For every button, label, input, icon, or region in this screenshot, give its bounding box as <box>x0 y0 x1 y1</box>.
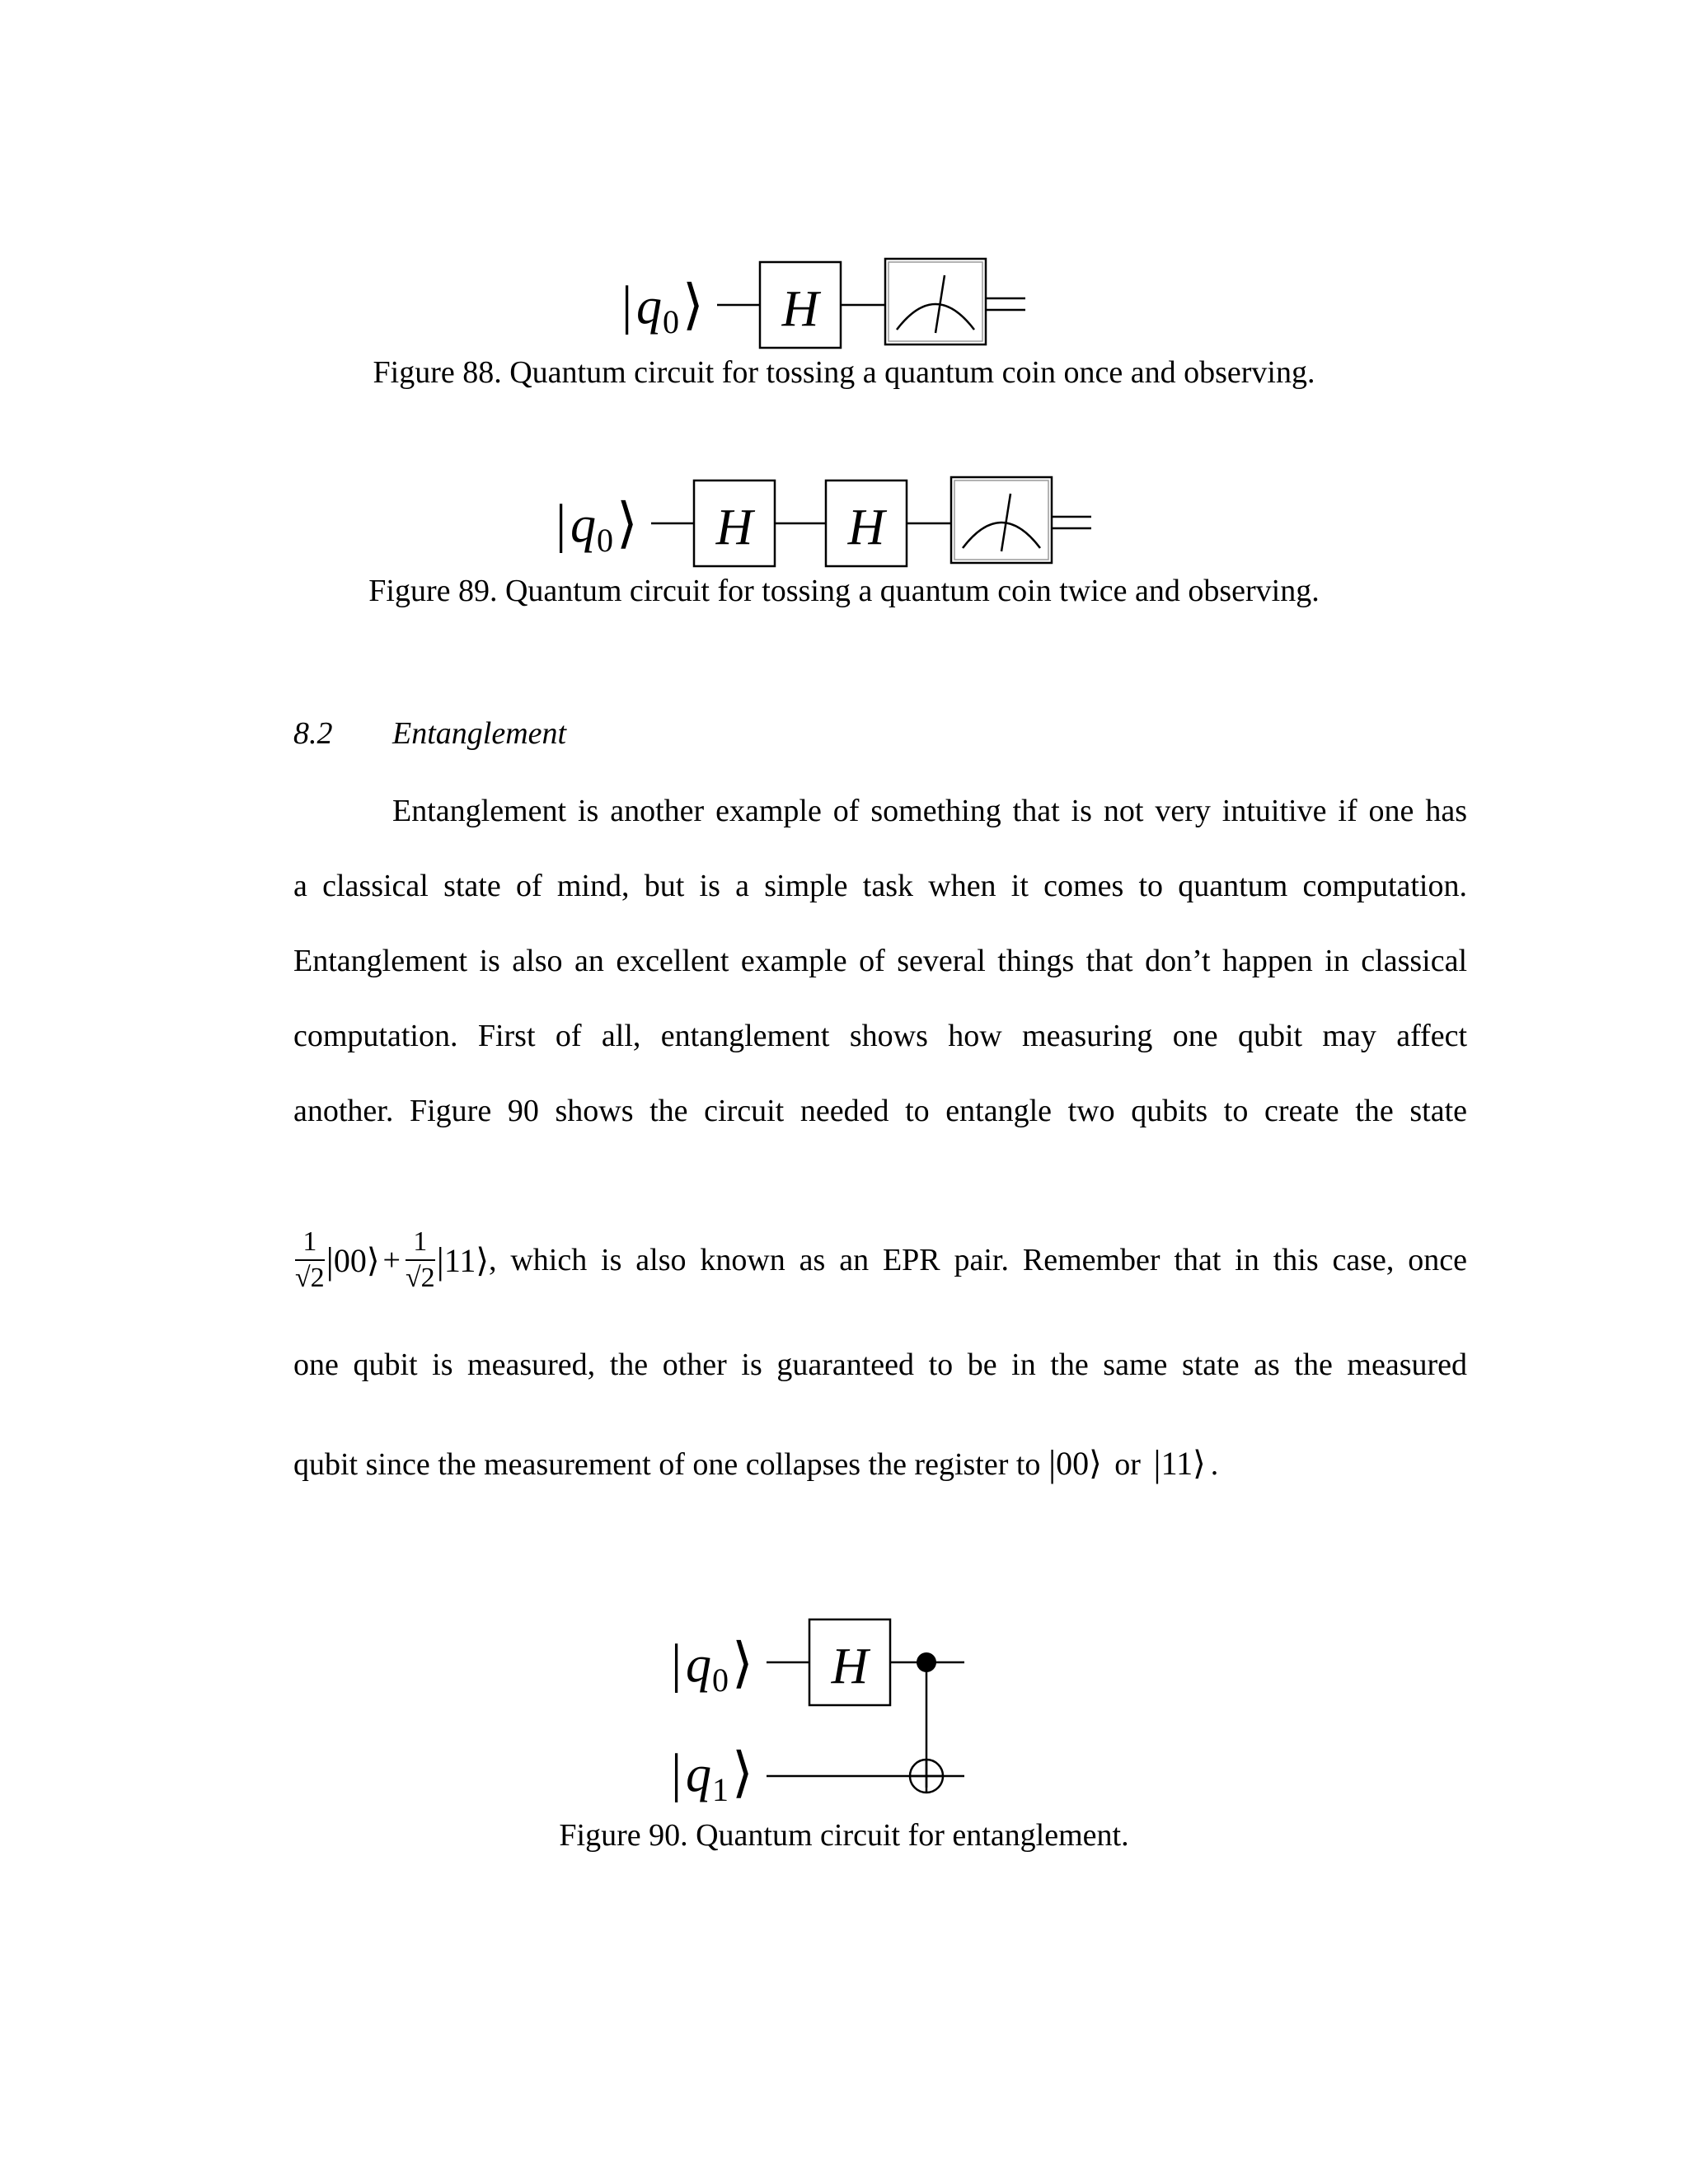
figure-89 <box>0 466 1688 609</box>
ket-11: |11⟩ <box>1153 1442 1206 1484</box>
paragraph-line: Entanglement is another example of something that is not very intuitive if one has <box>392 794 1467 828</box>
circuit-fig89 <box>547 466 1141 573</box>
figure-90 <box>0 1611 1688 1854</box>
paragraph-line-collapse: qubit since the measurement of one collapses the register to |00⟩ or |11⟩ . <box>293 1442 1219 1484</box>
ket-11: |11⟩ <box>436 1240 489 1282</box>
epr-state-expression <box>293 1228 489 1292</box>
ket-open-bar: | <box>671 1743 682 1803</box>
figure-caption: Figure 88. Quantum circuit for tossing a quantum coin once and observing. <box>373 355 1315 390</box>
ket-close-angle: ⟩ <box>617 494 638 554</box>
ket-00: |00⟩ <box>326 1240 380 1282</box>
ket-close-angle: ⟩ <box>732 1743 753 1803</box>
qubit-subscript: 1 <box>712 1771 729 1808</box>
qubit-label: q <box>686 1746 711 1802</box>
figure-88 <box>0 247 1688 391</box>
section-heading <box>293 715 566 752</box>
cnot-target-icon <box>910 1760 943 1793</box>
fraction: $\frac{1}{√2}$ <box>295 1226 325 1293</box>
paragraph-line: another. Figure 90 shows the circuit needed to entangle two qubits to create the state <box>293 1094 1467 1128</box>
qubit-label: q <box>636 279 662 335</box>
figure-caption: Figure 90. Quantum circuit for entanglement. <box>559 1818 1129 1853</box>
paragraph-line: computation. First of all, entanglement shows how measuring one qubit may affect <box>293 1019 1467 1053</box>
figure-caption: Figure 89. Quantum circuit for tossing a quantum coin twice and observing. <box>368 574 1320 608</box>
qubit-label: q <box>686 1637 711 1693</box>
measurement-meter-icon <box>885 259 986 344</box>
ket-close-angle: ⟩ <box>682 275 704 335</box>
plus-sign: + <box>382 1243 401 1277</box>
section-number: 8.2 <box>293 716 333 751</box>
ket-00: |00⟩ <box>1048 1442 1102 1484</box>
qubit-label: q <box>570 497 596 553</box>
hadamard-gate-label: H <box>831 1638 869 1694</box>
paragraph-line: one qubit is measured, the other is guaranteed to be in the same state as the measured <box>293 1347 1467 1382</box>
ket-open-bar: | <box>621 275 633 335</box>
qubit-subscript: 0 <box>712 1661 729 1699</box>
qubit-subscript: 0 <box>597 522 613 559</box>
ket-open-bar: | <box>671 1633 682 1694</box>
qubit-subscript: 0 <box>663 303 679 340</box>
hadamard-gate-label: H <box>781 281 819 337</box>
paragraph-line: Entanglement is also an excellent example of several things that don’t happen in classical <box>293 944 1467 978</box>
fraction: $\frac{1}{√2}$ <box>405 1226 435 1293</box>
hadamard-gate-label: H <box>715 499 753 555</box>
circuit-fig90 <box>663 1611 1025 1817</box>
ket-close-angle: ⟩ <box>732 1633 753 1694</box>
paragraph-line-epr <box>293 1223 1467 1297</box>
paragraph-line-text: , which is also known as an EPR pair. Remember that in this case, once <box>488 1243 1467 1277</box>
paragraph-line: a classical state of mind, but is a simple task when it comes to quantum computation. <box>293 869 1467 903</box>
ket-open-bar: | <box>556 494 567 554</box>
section-title: Entanglement <box>392 716 567 751</box>
measurement-meter-icon <box>951 477 1052 563</box>
hadamard-gate-label: H <box>847 499 885 555</box>
circuit-fig88 <box>613 247 1075 354</box>
